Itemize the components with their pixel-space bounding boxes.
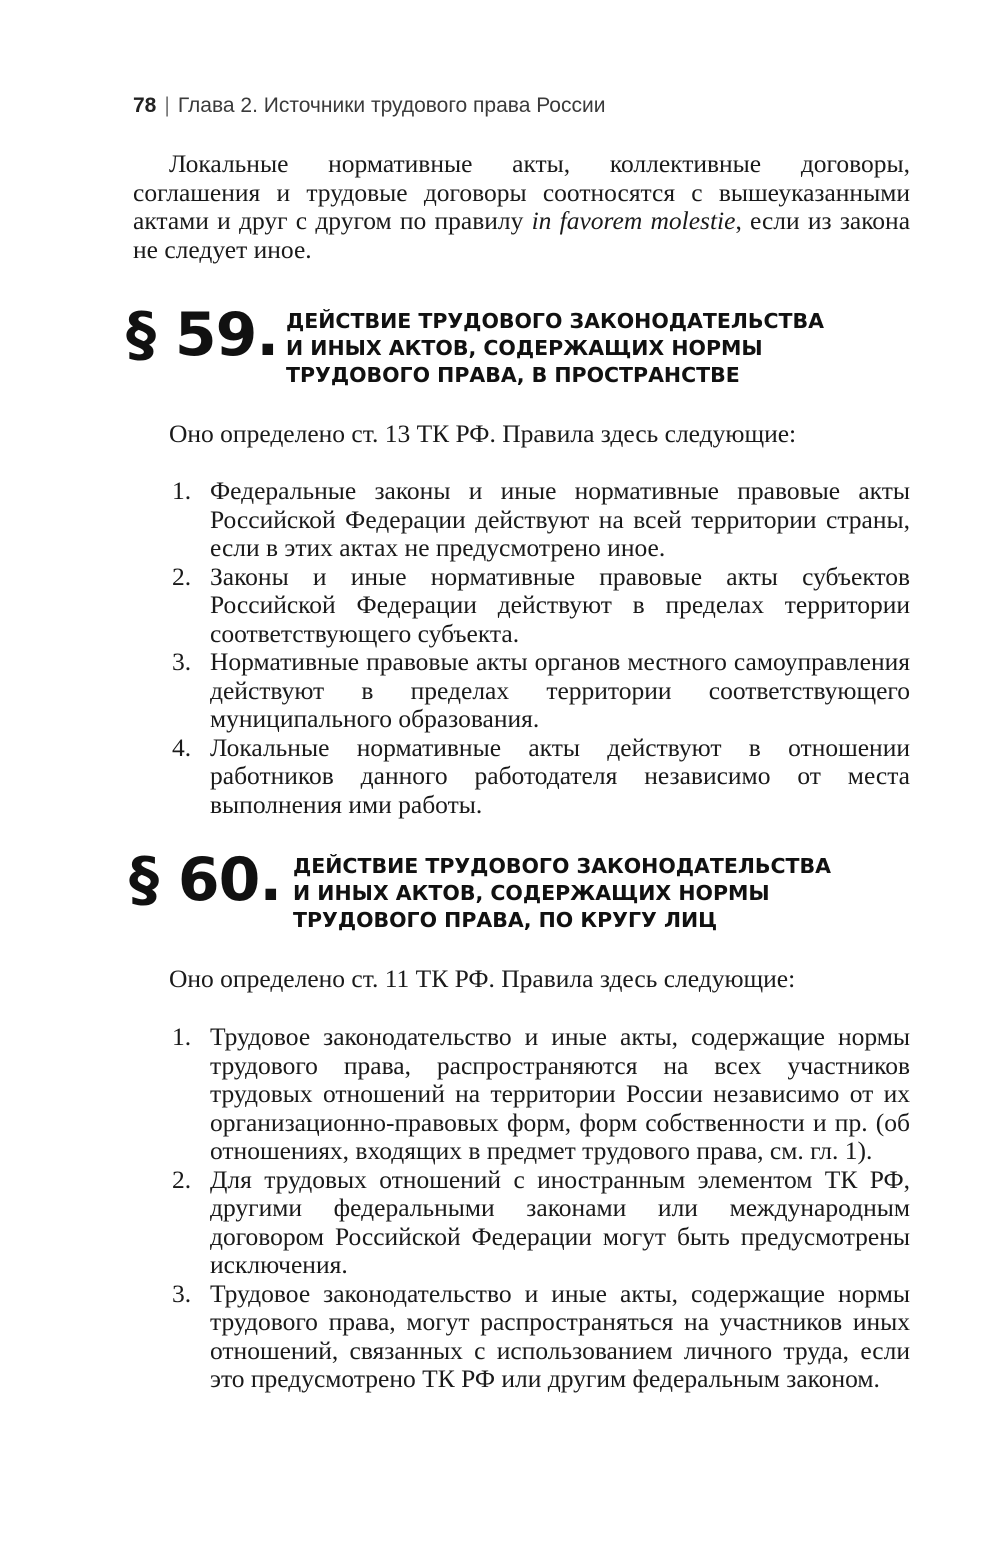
list-item <box>172 561 910 649</box>
section-title <box>293 853 831 934</box>
list-item-text: Трудовое законодательство и иные акты, содержащие нормы трудового права, распространяются на всех участников трудовых отношений на территории России независимо от их организационно-правовых форм, форм собственности и пр. (об отношениях, входящих в предмет трудового права, см. гл. 1). <box>210 1022 910 1165</box>
section-59-lead: Оно определено ст. 13 ТК РФ. Правила здесь следующие: <box>169 419 797 448</box>
section-59-heading <box>126 300 926 394</box>
list-item-text: Нормативные правовые акты органов местного самоуправления действуют в пределах территории соответствующего муниципального образования. <box>210 647 910 733</box>
section-title-line: И ИНЫХ АКТОВ, СОДЕРЖАЩИХ НОРМЫ <box>293 881 770 905</box>
list-item-number: 1. <box>172 1022 192 1051</box>
section-number: § 60. <box>129 845 282 915</box>
list-item-text: Для трудовых отношений с иностранным элементом ТК РФ, другими федеральными законами или международным договором Российской Федерации могут быть предусмотрены исключения. <box>210 1164 910 1279</box>
header-separator: | <box>164 94 170 117</box>
list-item <box>172 647 910 734</box>
running-header <box>133 94 605 118</box>
section-title-line: ДЕЙСТВИЕ ТРУДОВОГО ЗАКОНОДАТЕЛЬСТВА <box>286 309 825 333</box>
list-item <box>172 1164 910 1280</box>
section-60-lead: Оно определено ст. 11 ТК РФ. Правила здесь следующие: <box>169 964 796 993</box>
list-item-text: Федеральные законы и иные нормативные правовые акты Российской Федерации действуют на всей территории страны, если в этих актах не предусмотрено иное. <box>210 476 910 562</box>
list-item <box>172 732 910 820</box>
intro-text-end: , если из закона не следует иное. <box>133 206 911 264</box>
section-59-rules-list <box>172 476 910 819</box>
page-number: 78 <box>133 94 157 117</box>
chapter-title: Глава 2. Источники трудового права России <box>177 94 606 117</box>
list-item-number: 3. <box>172 1278 192 1308</box>
list-item-number: 3. <box>172 647 192 676</box>
intro-paragraph <box>133 150 910 264</box>
section-title-line: ТРУДОВОГО ПРАВА, В ПРОСТРАНСТВЕ <box>286 363 740 387</box>
section-title <box>286 308 824 389</box>
list-item <box>172 1278 910 1394</box>
section-number: § 59. <box>126 300 279 370</box>
list-item-text: Законы и иные нормативные правовые акты субъектов Российской Федерации действуют в пределах территории соответствующего субъекта. <box>210 561 910 648</box>
list-item-number: 2. <box>172 561 192 591</box>
list-item <box>172 1022 910 1166</box>
list-item-number: 1. <box>172 476 192 505</box>
list-item-text: Локальные нормативные акты действуют в отношении работников данного работодателя независимо от места выполнения ими работы. <box>210 732 910 819</box>
list-item-number: 2. <box>172 1164 192 1194</box>
list-item-text: Трудовое законодательство и иные акты, содержащие нормы трудового права, могут распространяться на участников иных отношений, связанных с использованием личного труда, если это предусмотрено ТК РФ или другим федеральным законом. <box>210 1278 910 1393</box>
list-item-number: 4. <box>172 732 192 762</box>
list-item <box>172 476 910 563</box>
intro-text: Локальные нормативные акты, коллективные договоры, соглашения и трудовые договоры соотносятся с вышеуказанными актами и друг с другом по правилу <box>133 149 910 235</box>
section-title-line: ДЕЙСТВИЕ ТРУДОВОГО ЗАКОНОДАТЕЛЬСТВА <box>293 854 832 878</box>
intro-italic-term: in favorem molestie <box>531 206 736 235</box>
section-title-line: ТРУДОВОГО ПРАВА, ПО КРУГУ ЛИЦ <box>293 908 718 932</box>
section-60-rules-list <box>172 1022 910 1394</box>
section-60-heading <box>129 845 929 939</box>
section-title-line: И ИНЫХ АКТОВ, СОДЕРЖАЩИХ НОРМЫ <box>286 336 763 360</box>
